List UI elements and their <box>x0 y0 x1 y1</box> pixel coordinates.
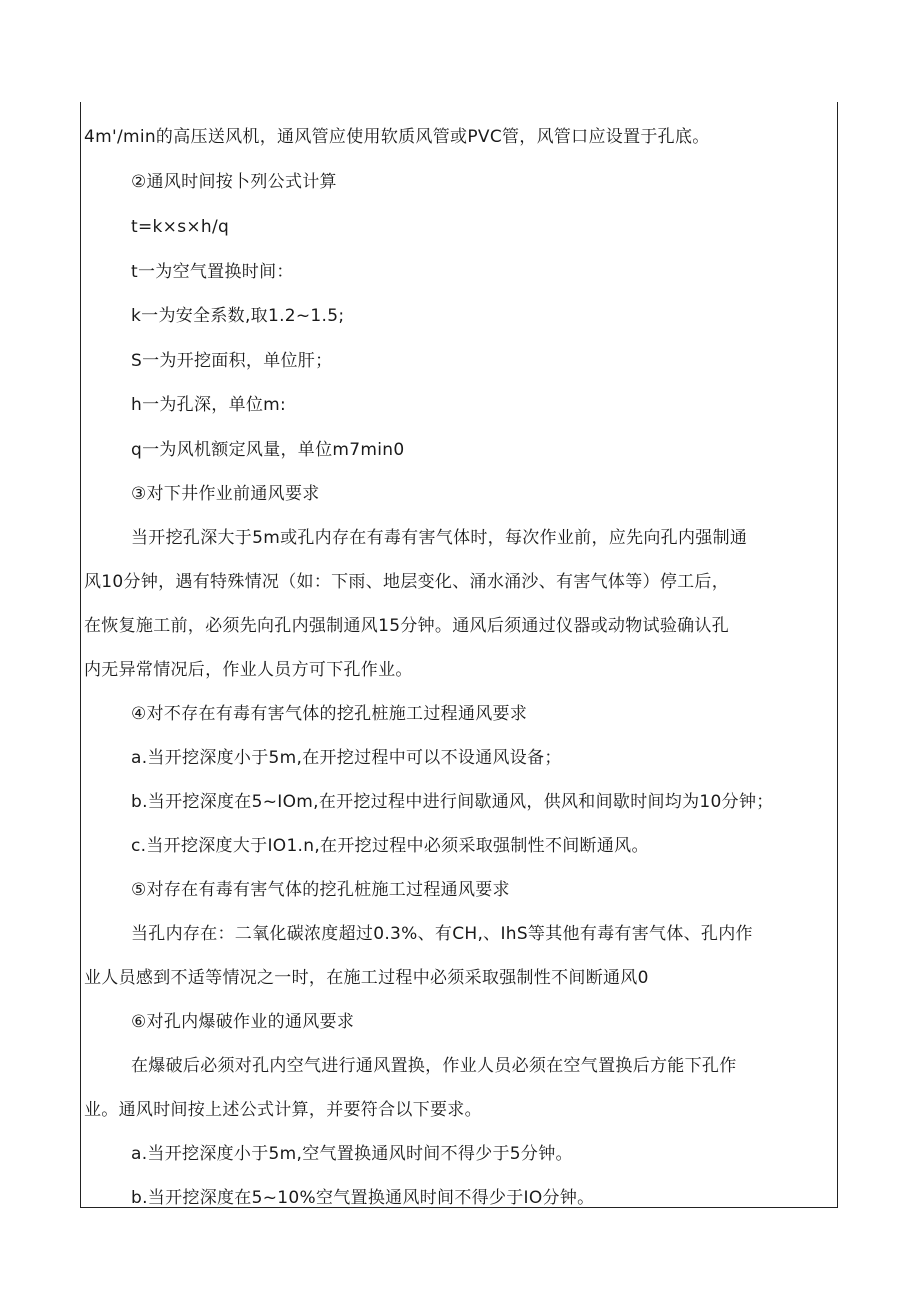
text-line-2: ②通风时间按卜列公式计算 <box>131 172 337 192</box>
text-line-19: 当孔内存在：二氧化碳浓度超过0.3%、有CH,、IhS等其他有毒有害气体、孔内作 <box>131 924 753 944</box>
text-line-8: q一为风机额定风量，单位m7min0 <box>131 440 405 460</box>
text-line-1: 4m'/min的高压送风机，通风管应使用软质风管或PVC管，风管口应设置于孔底。 <box>84 127 710 147</box>
text-line-22: 在爆破后必须对孔内空气进行通风置换，作业人员必须在空气置换后方能下孔作 <box>131 1056 737 1076</box>
text-line-16: b.当开挖深度在5~IOm,在开挖过程中进行间歇通风，供风和间歇时间均为10分钟； <box>131 792 774 812</box>
text-line-4: t一为空气置换时间： <box>131 262 294 282</box>
text-line-25: b.当开挖深度在5~10%空气置换通风时间不得少于IO分钟。 <box>131 1188 595 1208</box>
text-line-20: 业人员感到不适等情况之一时，在施工过程中必须采取强制性不间断通风0 <box>84 968 649 988</box>
text-line-23: 业。通风时间按上述公式计算，并要符合以下要求。 <box>84 1100 482 1120</box>
section-heading-5: ⑤对存在有毒有害气体的挖孔桩施工过程通风要求 <box>131 880 510 900</box>
text-line-15: a.当开挖深度小于5m,在开挖过程中可以不设通风设备； <box>131 748 562 768</box>
text-line-12: 在恢复施工前，必须先向孔内强制通风15分钟。通风后须通过仪器或动物试验确认孔 <box>84 616 730 636</box>
text-line-11: 风10分钟，遇有特殊情况（如：下雨、地层变化、涌水涌沙、有害气体等）停工后， <box>84 572 730 592</box>
text-line-6: S一为开挖面积，单位肝； <box>131 351 333 371</box>
text-line-13: 内无异常情况后，作业人员方可下孔作业。 <box>84 660 413 680</box>
section-heading-4: ④对不存在有毒有害气体的挖孔桩施工过程通风要求 <box>131 704 528 724</box>
text-line-7: h一为孔深，单位m: <box>131 395 287 415</box>
text-line-5: k一为安全系数,取1.2~1.5; <box>131 306 345 326</box>
text-line-17: c.当开挖深度大于IO1.n,在开挖过程中必须采取强制性不间断通风。 <box>131 836 649 856</box>
formula-line: t=k×s×h/q <box>131 217 230 237</box>
section-heading-3: ③对下井作业前通风要求 <box>131 484 320 504</box>
section-heading-6: ⑥对孔内爆破作业的通风要求 <box>131 1012 355 1032</box>
text-line-24: a.当开挖深度小于5m,空气置换通风时间不得少于5分钟。 <box>131 1144 573 1164</box>
text-line-10: 当开挖孔深大于5m或孔内存在有毒有害气体时，每次作业前，应先向孔内强制通 <box>131 528 748 548</box>
